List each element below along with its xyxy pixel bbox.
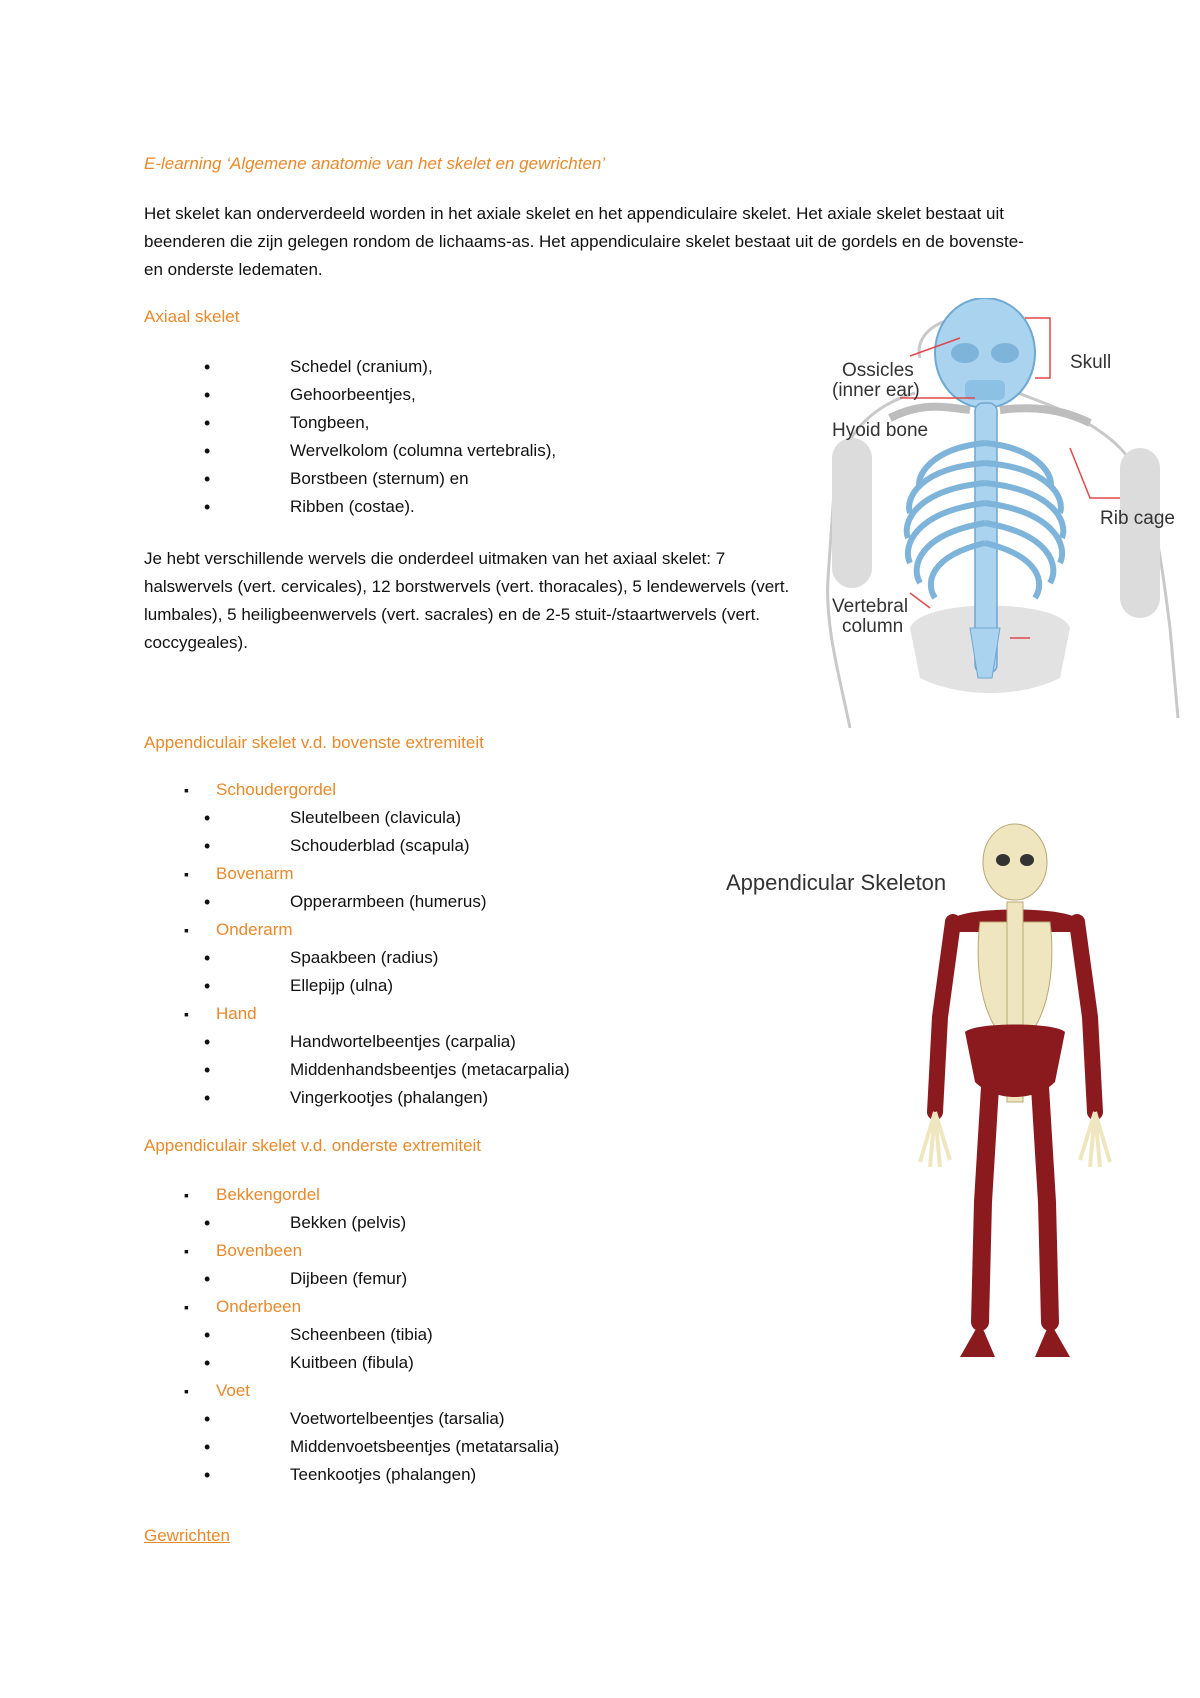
intro-paragraph: Het skelet kan onderverdeeld worden in het axiale skelet en het appendiculaire skelet. Het axiale skelet bestaat uit beenderen die zijn gelegen rondom de lichaams-as. Het appendiculaire skelet bestaat uit de gordels en de bovenste- en onderste ledematen. bbox=[144, 204, 1024, 279]
list-item: • Spaakbeen (radius) bbox=[246, 944, 570, 972]
list-item: • Vingerkootjes (phalangen) bbox=[246, 1084, 570, 1112]
list-item: • Dijbeen (femur) bbox=[246, 1265, 559, 1293]
list-item: • Schouderblad (scapula) bbox=[246, 832, 570, 860]
heading-lower-extremity: Appendiculair skelet v.d. onderste extremiteit bbox=[144, 1136, 482, 1155]
list-group-heading: ▪ Onderbeen bbox=[216, 1293, 559, 1321]
list-item: • Tongbeen, bbox=[246, 409, 556, 437]
label-vertebral: Vertebral bbox=[832, 596, 909, 617]
list-item: • Teenkootjes (phalangen) bbox=[246, 1461, 559, 1489]
list-item: • Opperarmbeen (humerus) bbox=[246, 888, 570, 916]
list-item: • Voetwortelbeentjes (tarsalia) bbox=[246, 1405, 559, 1433]
list-group-heading: ▪ Onderarm bbox=[216, 916, 570, 944]
list-item: • Bekken (pelvis) bbox=[246, 1209, 559, 1237]
list-item: • Kuitbeen (fibula) bbox=[246, 1349, 559, 1377]
list-item: • Middenvoetsbeentjes (metatarsalia) bbox=[246, 1433, 559, 1461]
list-item: • Borstbeen (sternum) en bbox=[246, 465, 556, 493]
label-inner-ear: (inner ear) bbox=[832, 380, 920, 401]
heading-joints-link[interactable]: Gewrichten bbox=[144, 1526, 230, 1545]
list-group-heading: ▪ Schoudergordel bbox=[216, 776, 570, 804]
axial-paragraph: Je hebt verschillende wervels die onderdeel uitmaken van het axiaal skelet: 7 halswervels (vert. cervicales), 12 borstwervels (vert. thoracales), 5 lendewervels (vert. lumbales), 5 heiligbeenwervels (vert. sacrales) en de 2-5 stuit-/staartwervels (vert. coccygeales). bbox=[144, 549, 790, 652]
list-group-heading: ▪ Bovenbeen bbox=[216, 1237, 559, 1265]
list-item: • Gehoorbeentjes, bbox=[246, 381, 556, 409]
label-ossicles: Ossicles bbox=[842, 360, 914, 381]
lower-extremity-list bbox=[0, 1181, 559, 1489]
list-item: • Wervelkolom (columna vertebralis), bbox=[246, 437, 556, 465]
heading-upper-extremity: Appendiculair skelet v.d. bovenste extremiteit bbox=[144, 733, 484, 752]
label-hyoid-bone: Hyoid bone bbox=[832, 420, 929, 441]
heading-axial: Axiaal skelet bbox=[144, 307, 240, 326]
label-rib-cage: Rib cage bbox=[1100, 508, 1175, 529]
label-column: column bbox=[842, 616, 904, 637]
list-item: • Scheenbeen (tibia) bbox=[246, 1321, 559, 1349]
list-group-heading: ▪ Bekkengordel bbox=[216, 1181, 559, 1209]
appendicular-skeleton-figure bbox=[895, 822, 1135, 1367]
list-item: • Ellepijp (ulna) bbox=[246, 972, 570, 1000]
axial-list bbox=[0, 353, 556, 521]
list-group-heading: ▪ Hand bbox=[216, 1000, 570, 1028]
list-item: • Sleutelbeen (clavicula) bbox=[246, 804, 570, 832]
upper-extremity-list bbox=[0, 776, 570, 1112]
appendicular-figure-title: Appendicular Skeleton bbox=[726, 870, 947, 895]
list-item: • Ribben (costae). bbox=[246, 493, 556, 521]
list-item: • Schedel (cranium), bbox=[246, 353, 556, 381]
list-group-heading: ▪ Bovenarm bbox=[216, 860, 570, 888]
document-title: E-learning ‘Algemene anatomie van het skelet en gewrichten’ bbox=[144, 154, 606, 173]
list-item: • Handwortelbeentjes (carpalia) bbox=[246, 1028, 570, 1056]
list-item: • Middenhandsbeentjes (metacarpalia) bbox=[246, 1056, 570, 1084]
list-group-heading: ▪ Voet bbox=[216, 1377, 559, 1405]
label-skull: Skull bbox=[1070, 352, 1112, 373]
